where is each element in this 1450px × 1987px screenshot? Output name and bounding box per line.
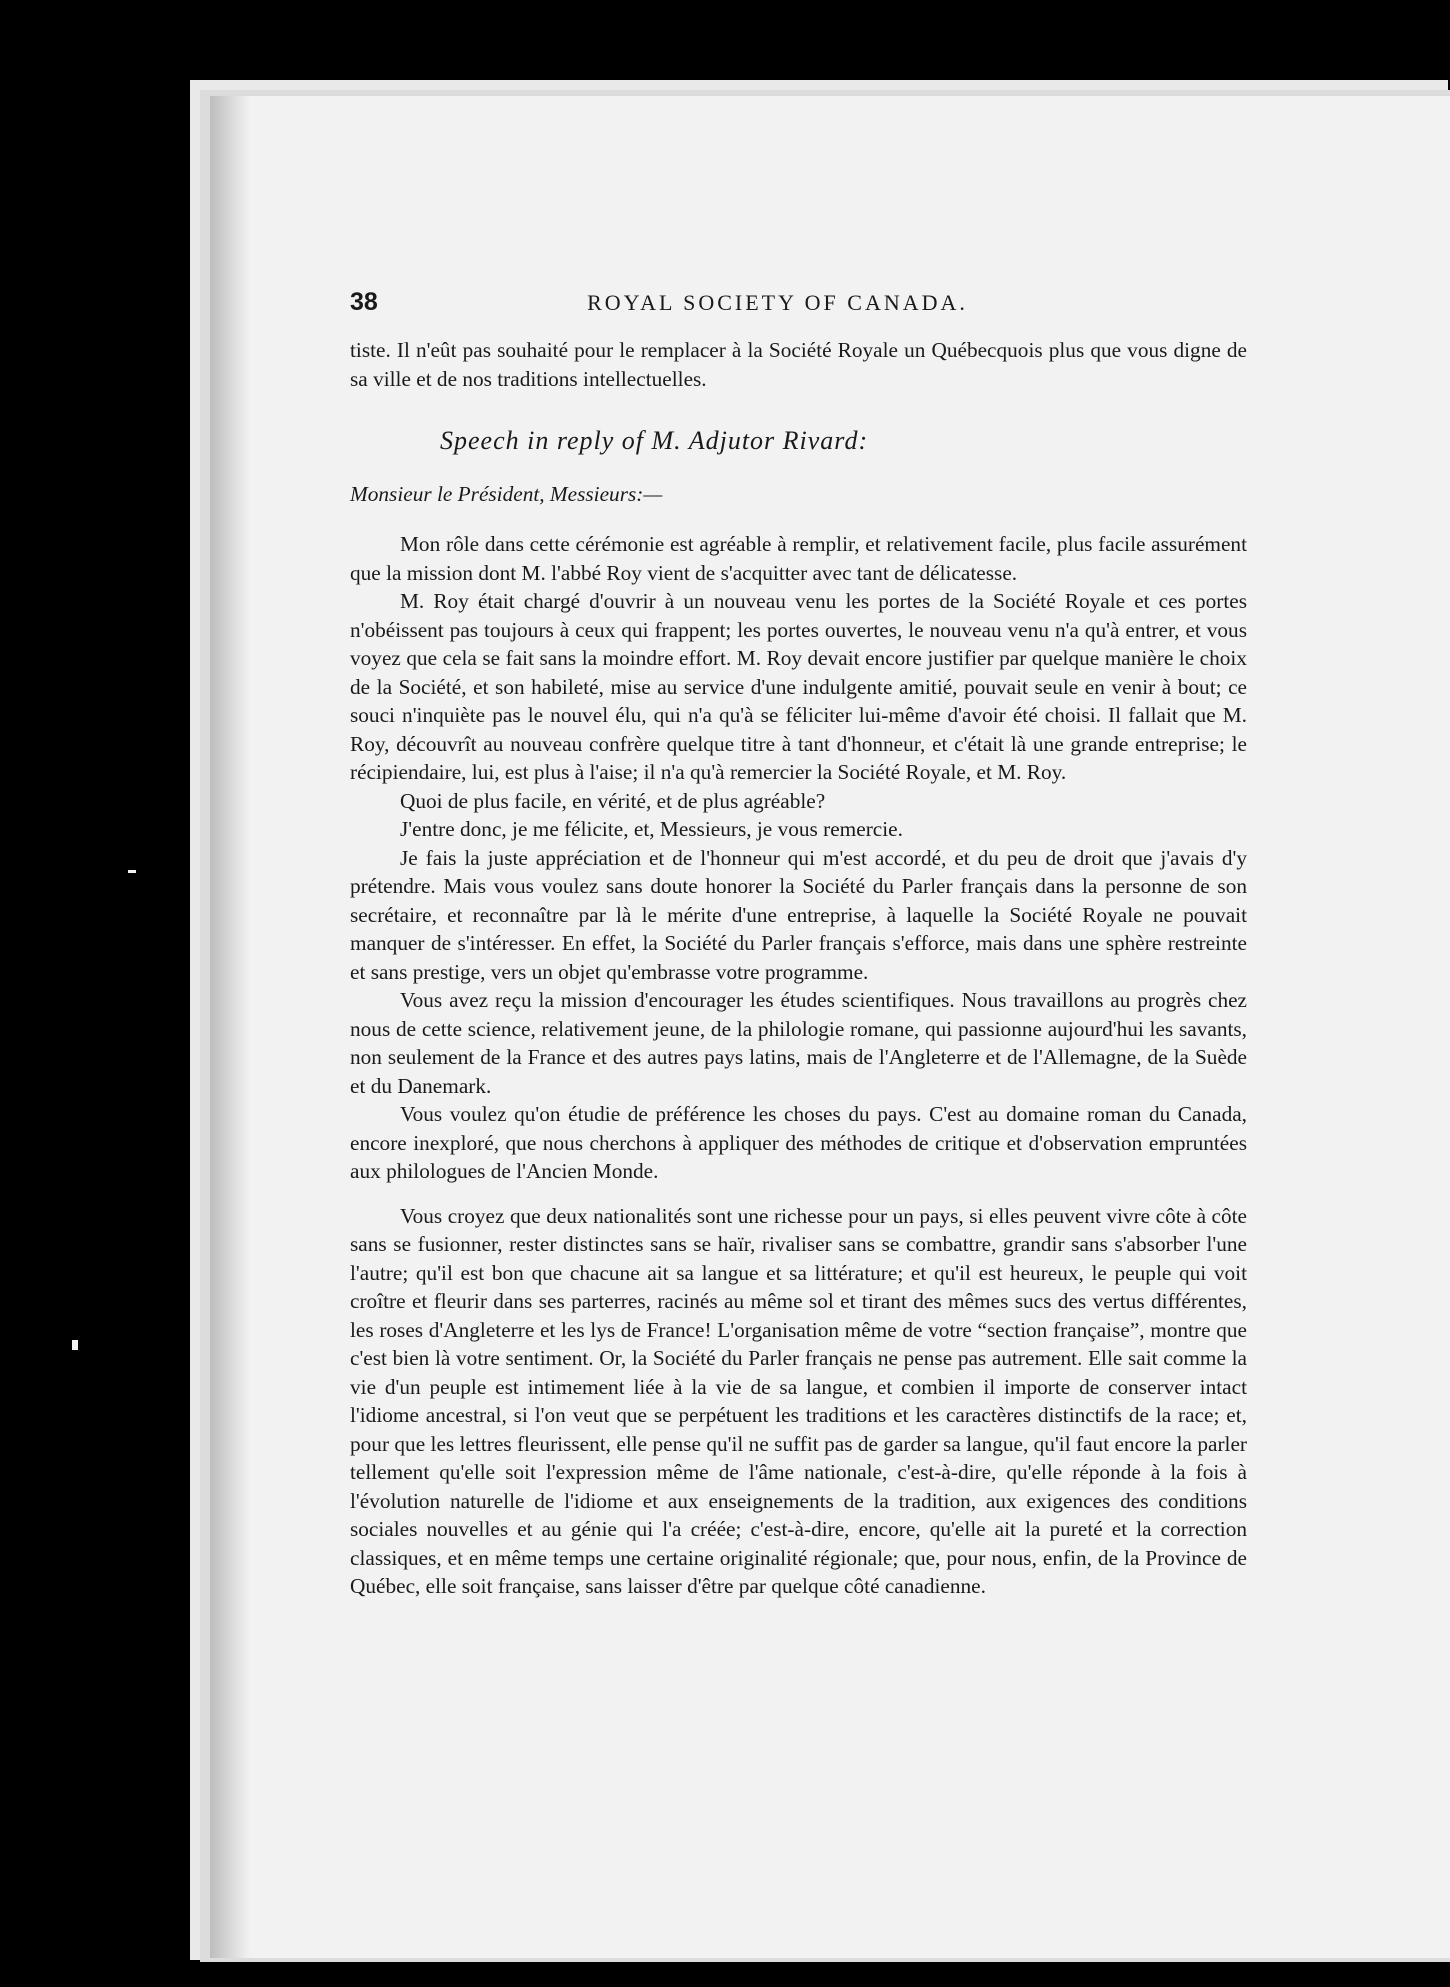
- page-header: [350, 288, 1205, 328]
- speech-title: Speech in reply of M. Adjutor Rivard:: [440, 426, 869, 455]
- paragraph: Vous avez reçu la mission d'encourager les études scientifiques. Nous travaillons au progrès chez nous de cette science, relativement jeune, de la philologie romane, qui passionne aujourd'hui les savants, non seulement de la France et des autres pays latins, mais de l'Angleterre et de l'Allemagne, de la Suède et du Danemark.: [350, 988, 1247, 1098]
- document-page: [210, 96, 1450, 1958]
- scan-speck: [72, 1340, 78, 1350]
- paragraph: Vous croyez que deux nationalités sont une richesse pour un pays, si elles peuvent vivre côte à côte sans se fusionner, rester distinctes sans se haïr, rivaliser sans se combattre, grandir sans s'absorber l'une l'autre; qu'il est bon que chacune ait sa langue et sa littérature; et qu'il est heureux, le peuple qui voit croître et fleurir dans ses parterres, racinés au même sol et tirant des mêmes sucs des vertus différentes, les roses d'Angleterre et les lys de France! L'organisation même de votre “section française”, montre que c'est bien là votre sentiment. Or, la Société du Parler français ne pense pas autrement. Elle sait comme la vie d'un peuple est intimement liée à la vie de sa langue, et combien il importe de conserver intact l'idiome ancestral, si l'on veut que se perpétuent les traditions et les caractères distinctifs de la race; et, pour que les lettres fleurissent, elle pense qu'il ne suffit pas de garder sa langue, qu'il faut encore la parler tellement qu'elle soit l'expression même de l'âme nationale, c'est-à-dire, qu'elle réponde à la fois à l'évolution naturelle de l'idiome et aux enseignements de la tradition, aux exigences des conditions sociales nouvelles et au génie qui l'a créée; c'est-à-dire, encore, qu'elle ait la pureté et la correction classiques, et en même temps une certaine originalité régionale; que, pour nous, enfin, de la Province de Québec, elle soit française, sans laisser d'être par quelque côté canadienne.: [350, 1203, 1247, 1598]
- paragraph: Mon rôle dans cette cérémonie est agréable à remplir, et relativement facile, plus facile assurément que la mission dont M. l'abbé Roy vient de s'acquitter avec tant de délicatesse.: [350, 532, 1247, 585]
- paragraph: M. Roy était chargé d'ouvrir à un nouveau venu les portes de la Société Royale et ces portes n'obéissent pas toujours à ceux qui frappent; les portes ouvertes, le nouveau venu n'a qu'à entrer, et vous voyez que cela se fait sans la moindre effort. M. Roy devait encore justifier par quelque manière le choix de la Société, et son habileté, mise au service d'une indulgente amitié, pouvait seule en venir à bout; ce souci n'inquiète pas le nouvel élu, qui n'a qu'à se féliciter lui-même d'avoir été choisi. Il fallait que M. Roy, découvrît au nouveau confrère quelque titre à tant d'honneur, et c'était là une grande entreprise; le récipiendaire, lui, est plus à l'aise; il n'a qu'à remercier la Société Royale, et M. Roy.: [350, 589, 1247, 784]
- page-number: 38: [350, 288, 378, 316]
- paragraph-continued: tiste. Il n'eût pas souhaité pour le remplacer à la Société Royale un Québecquois plus que vous digne de sa ville et de nos traditions intellectuelles.: [350, 338, 1247, 391]
- paragraph: Je fais la juste appréciation et de l'honneur qui m'est accordé, et du peu de droit que j'avais d'y prétendre. Mais vous voulez sans doute honorer la Société du Parler français dans la personne de son secrétaire, et reconnaître par là le mérite d'une entreprise, à laquelle la Société Royale ne pouvait manquer de s'intéresser. En effet, la Société du Parler français s'efforce, mais dans une sphère restreinte et sans prestige, vers un objet qu'embrasse votre programme.: [350, 845, 1247, 984]
- paragraph: Quoi de plus facile, en vérité, et de plus agréable?: [400, 788, 826, 813]
- scan-speck: [128, 870, 136, 873]
- running-head: ROYAL SOCIETY OF CANADA.: [587, 290, 968, 315]
- paragraph: J'entre donc, je me félicite, et, Messieurs, je vous remercie.: [400, 817, 903, 841]
- salutation: Monsieur le Président, Messieurs:—: [350, 481, 663, 506]
- page-gutter-shadow: [210, 96, 250, 1958]
- page-body: [350, 336, 1247, 1601]
- paragraph: Vous voulez qu'on étudie de préférence les choses du pays. C'est au domaine roman du Canada, encore inexploré, que nous cherchons à appliquer des méthodes de critique et d'observation empruntées aux philologues de l'Ancien Monde.: [350, 1102, 1247, 1183]
